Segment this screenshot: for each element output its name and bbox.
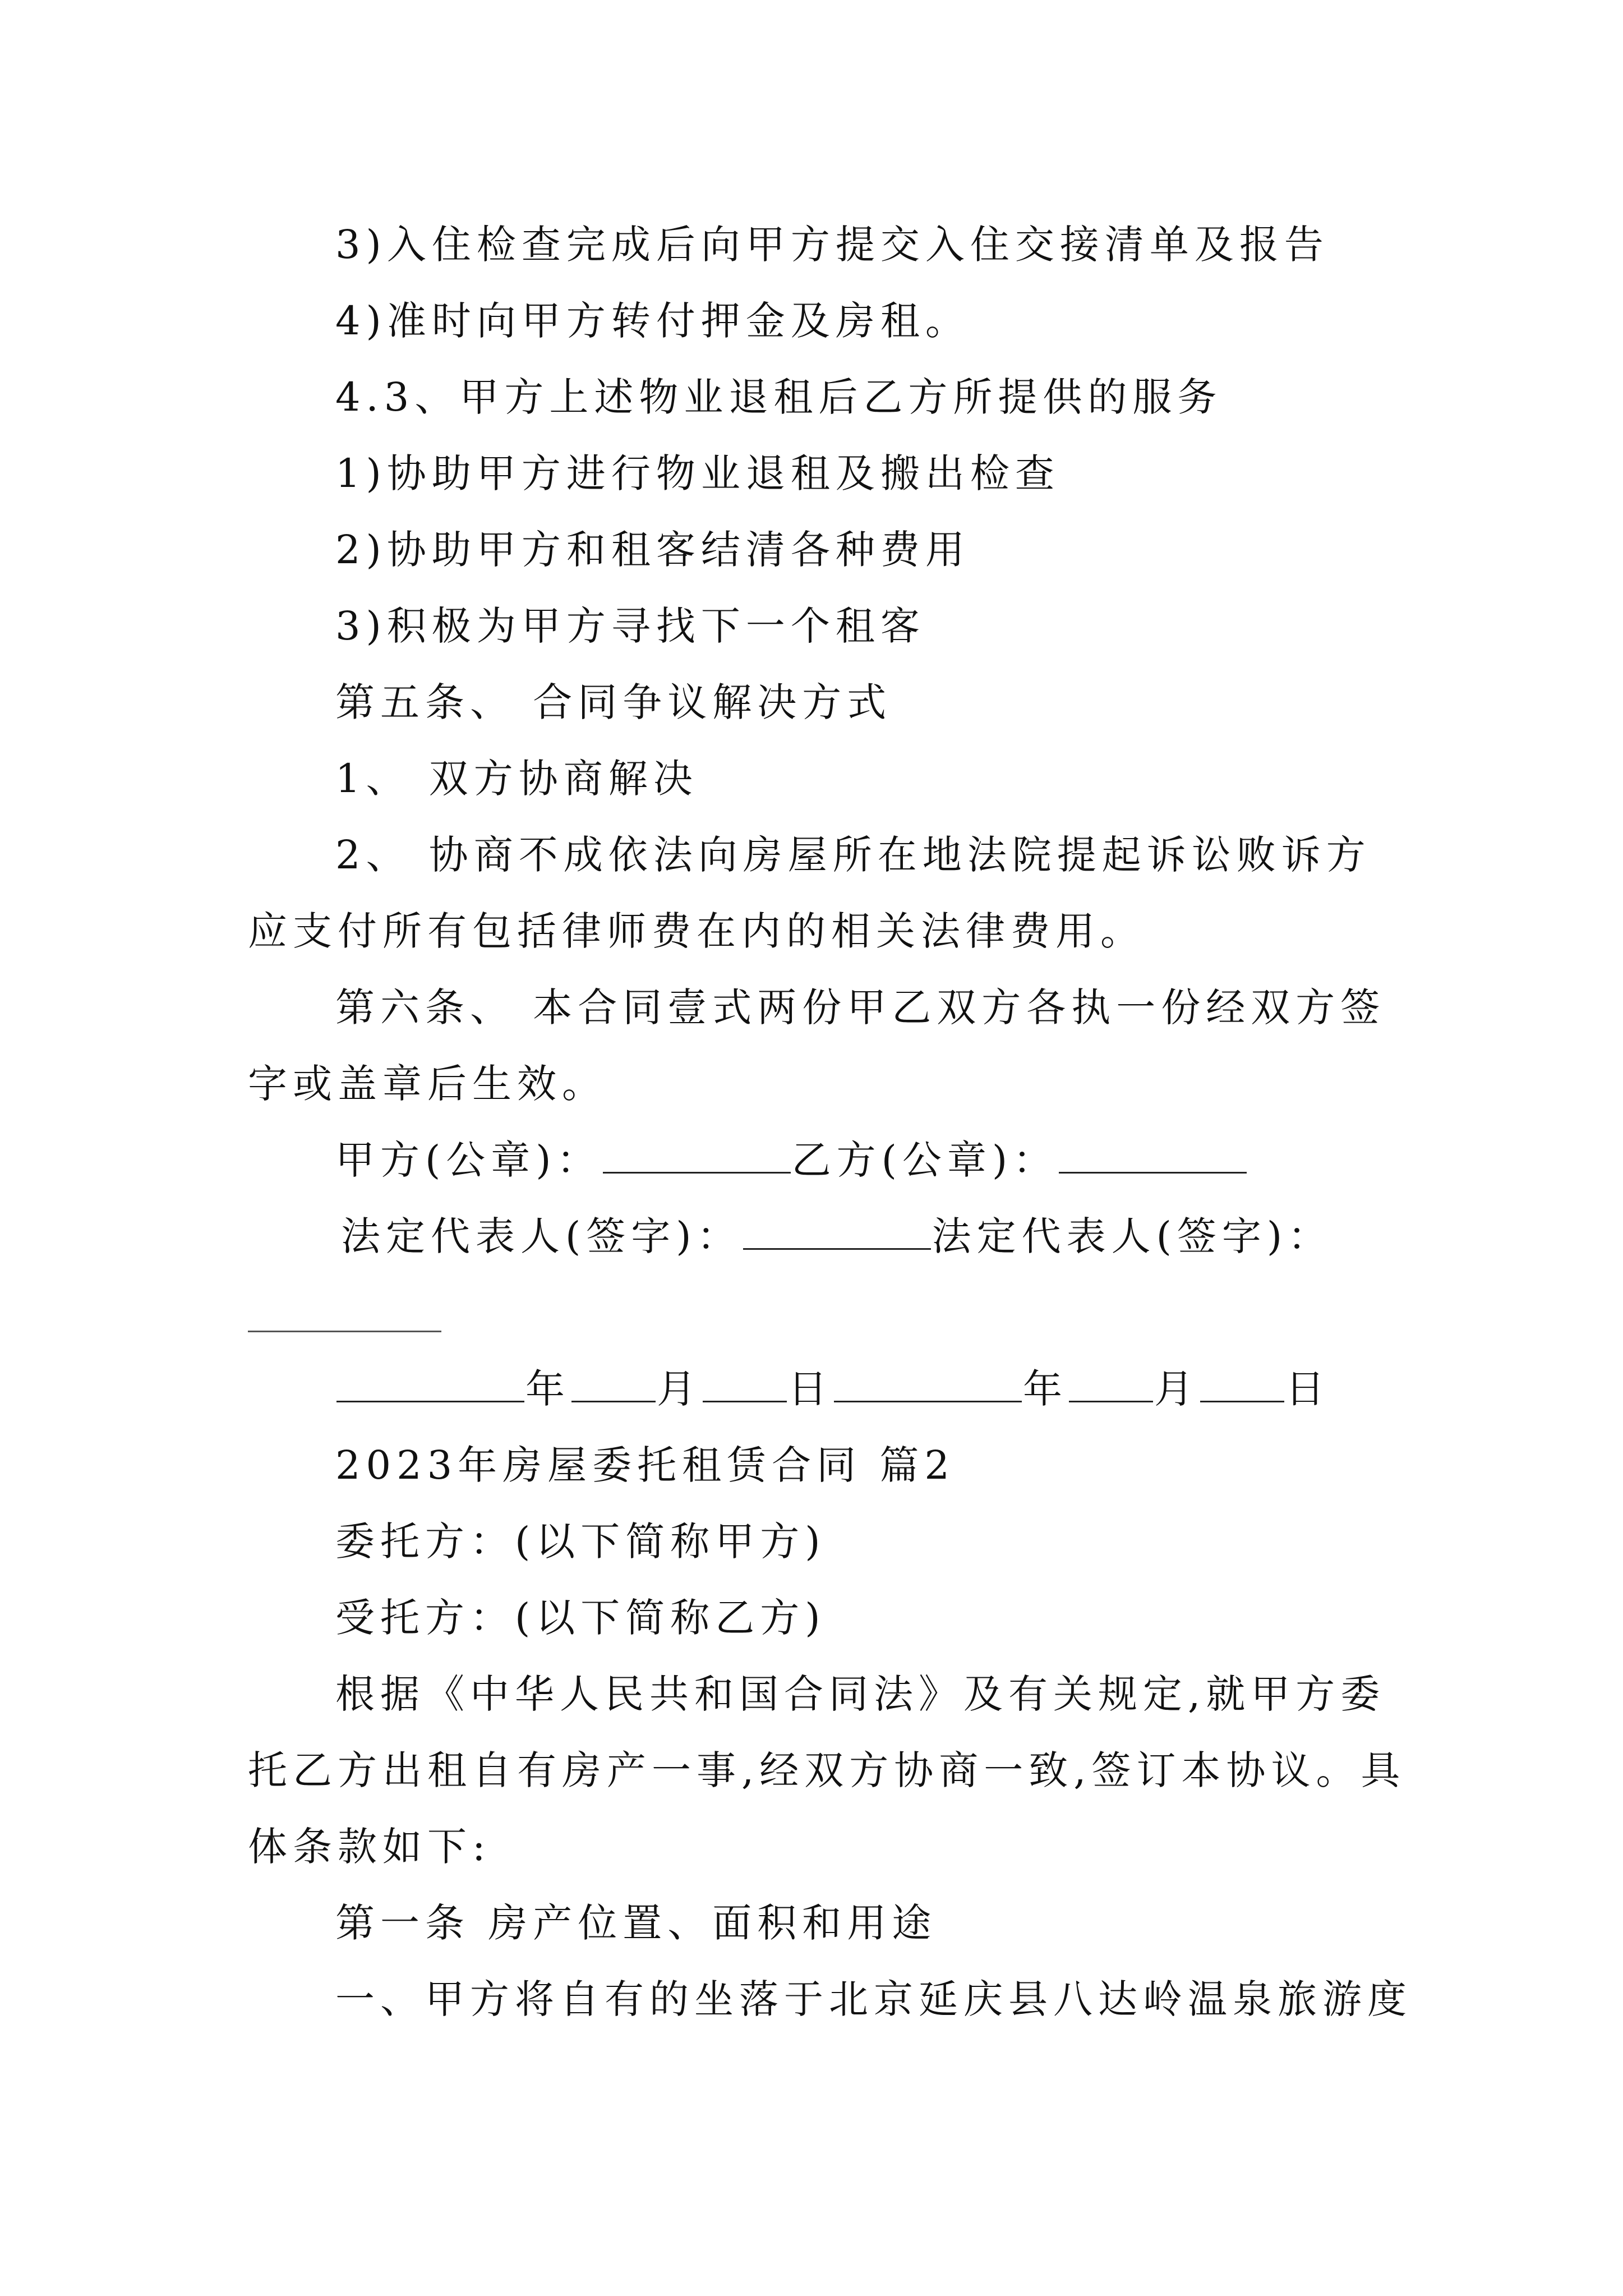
text-line: 2、 协商不成依法向房屋所在地法院提起诉讼败诉方	[335, 832, 1371, 878]
text-line: 委托方：(以下简称甲方)	[335, 1519, 826, 1565]
month-blank	[1069, 1361, 1153, 1402]
day-label: 日	[788, 1366, 833, 1412]
month-blank	[571, 1361, 656, 1402]
text-line: 托乙方出租自有房产一事,经双方协商一致,签订本协议。具	[248, 1747, 1406, 1793]
text-line: 3)积极为甲方寻找下一个租客	[335, 603, 925, 649]
party-b-seal-label: 乙方(公章)：	[791, 1137, 1058, 1183]
text-line: 体条款如下:	[248, 1824, 491, 1870]
month-label: 月	[657, 1366, 702, 1412]
text-line: 字或盖章后生效。	[248, 1061, 607, 1107]
legal-rep-b-blank	[248, 1331, 441, 1332]
text-line: 1)协助甲方进行物业退租及搬出检查	[335, 450, 1060, 496]
legal-rep-line	[341, 1208, 1332, 1264]
party-a-seal-label: 甲方(公章)：	[335, 1137, 602, 1183]
text-line: 2)协助甲方和租客结清各种费用	[335, 527, 970, 573]
year-blank	[834, 1361, 1022, 1402]
legal-rep-b-label: 法定代表人(签字)：	[932, 1213, 1333, 1259]
legal-rep-a-blank	[743, 1209, 931, 1250]
text-line: 4)准时向甲方转付押金及房租。	[335, 298, 970, 344]
text-line: 1、 双方协商解决	[335, 756, 698, 802]
text-line: 4.3、甲方上述物业退租后乙方所提供的服务	[335, 374, 1223, 420]
document-title: 2023年房屋委托租赁合同 篇2	[335, 1442, 955, 1488]
text-line: 一、甲方将自有的坐落于北京延庆县八达岭温泉旅游度	[335, 1976, 1412, 2022]
day-label: 日	[1285, 1366, 1330, 1412]
day-blank	[703, 1361, 787, 1402]
date-line	[335, 1361, 1330, 1417]
text-line: 受托方：(以下简称乙方)	[335, 1595, 826, 1641]
party-a-seal-blank	[603, 1133, 791, 1174]
section-heading: 第一条 房产位置、面积和用途	[335, 1900, 937, 1946]
party-b-seal-blank	[1059, 1133, 1247, 1174]
text-line: 应支付所有包括律师费在内的相关法律费用。	[248, 908, 1145, 954]
text-line: 3)入住检查完成后向甲方提交入住交接清单及报告	[335, 222, 1329, 268]
year-label: 年	[525, 1366, 570, 1412]
year-blank	[336, 1361, 524, 1402]
month-label: 月	[1154, 1366, 1199, 1412]
seal-line	[335, 1132, 1248, 1188]
section-heading: 第六条、 本合同壹式两份甲乙双方各执一份经双方签	[335, 984, 1386, 1030]
section-heading: 第五条、 合同争议解决方式	[335, 679, 892, 725]
day-blank	[1200, 1361, 1284, 1402]
year-label: 年	[1023, 1366, 1068, 1412]
text-line: 根据《中华人民共和国合同法》及有关规定,就甲方委	[335, 1671, 1386, 1717]
legal-rep-a-label: 法定代表人(签字)：	[341, 1213, 742, 1259]
